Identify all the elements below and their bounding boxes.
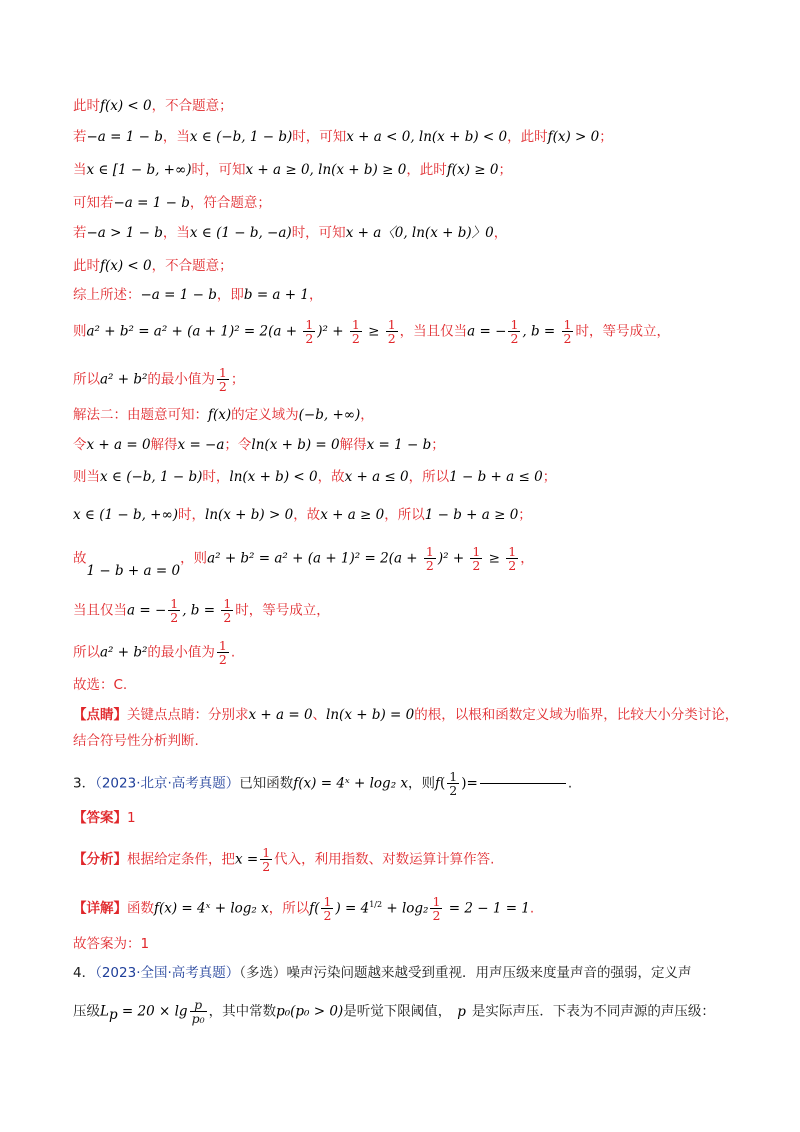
math: f(x) = 4ˣ + log₂ x [154, 900, 269, 917]
text: ，所以 [384, 507, 425, 523]
text: 根据给定条件，把 [127, 851, 235, 868]
math: f [435, 775, 441, 792]
numerator: 1 [563, 317, 572, 332]
text: 时，可知 [292, 129, 347, 145]
answer-blank[interactable] [480, 783, 566, 784]
denominator: 2 [387, 331, 396, 346]
text: ； [542, 469, 557, 485]
question-number: 3． [73, 775, 96, 792]
math: x + a < 0, ln(x + b) < 0 [346, 129, 508, 145]
denominator: 2 [508, 558, 517, 573]
text: ， [308, 287, 323, 303]
math: ≥ [363, 323, 384, 340]
text: ，此时 [406, 162, 447, 178]
text: 解法二：由题意可知： [73, 407, 208, 423]
text: ，不合题意； [151, 258, 233, 274]
detail-3 [73, 895, 760, 922]
math: b = a + 1 [243, 287, 309, 303]
solution-line-17 [73, 675, 760, 695]
denominator: 2 [510, 331, 519, 346]
math: f(x) = 4ˣ + log₂ x [293, 775, 409, 792]
solution-line-5 [73, 223, 760, 243]
numerator: 1 [387, 317, 396, 332]
math: −a = 1 − b [113, 195, 190, 211]
text: ， [360, 407, 374, 423]
math: (−b, +∞) [298, 407, 361, 423]
text: ； [431, 437, 445, 453]
solution-line-10 [73, 405, 760, 425]
text: ，故 [317, 469, 345, 485]
fraction [447, 770, 459, 797]
denominator: 2 [262, 859, 271, 874]
numerator: 1 [351, 317, 360, 332]
math: x + a ≥ 0 [320, 507, 385, 523]
solution-line-1 [73, 96, 760, 116]
numerator: 1 [218, 638, 227, 653]
text: 时，可知 [191, 162, 246, 178]
solution-line-12 [73, 467, 760, 487]
text: 是听觉下限阈值， [343, 1003, 452, 1020]
math: 1 − b + a ≤ 0 [449, 469, 543, 485]
text: （多选）噪声污染问题越来越受到重视．用声压级来度量声音的强弱，定义声 [239, 965, 692, 981]
math: f(x) < 0 [100, 258, 152, 274]
question-source: （2023·北京·高考真题） [95, 775, 240, 792]
text: 时，等号成立， [235, 602, 330, 619]
numerator: 1 [472, 544, 481, 559]
text: ； [230, 371, 245, 388]
math: , b = [522, 323, 560, 340]
text: 压级 [73, 1003, 100, 1020]
text: ，符合题意； [189, 195, 271, 211]
text: ，则 [408, 775, 436, 792]
math: x ∈ [1 − b, +∞) [86, 162, 192, 178]
text: 、 [312, 707, 327, 723]
paren-open: ( [440, 775, 446, 792]
text: 时，可知 [291, 225, 346, 241]
text: ，不合题意； [151, 98, 233, 114]
text: . [567, 775, 573, 792]
math: ln(x + b) < 0 [229, 469, 318, 485]
math: 1 − b + a = 0 [86, 562, 181, 579]
math: = 2 − 1 = 1 [444, 900, 530, 917]
numerator: 1 [170, 596, 179, 611]
numerator: 1 [262, 845, 271, 860]
fraction [386, 318, 398, 345]
math-subscript: p [108, 1007, 118, 1024]
text: 时， [178, 507, 205, 523]
text: 的定义域为 [231, 407, 299, 423]
text: ， [493, 225, 508, 241]
math: f(x) > 0 [547, 129, 600, 145]
fraction [303, 318, 315, 345]
fraction [321, 895, 333, 922]
math: a = − [127, 602, 167, 619]
math: L [100, 1003, 109, 1020]
numerator: 1 [223, 596, 232, 611]
fraction [168, 597, 180, 624]
denominator: p₀ [191, 1011, 205, 1026]
denominator: 2 [425, 558, 434, 573]
text: 的根，以根和函数定义域为临界，比较大小分类讨论， [414, 707, 739, 723]
math: x + a〈0, ln(x + b)〉0 [345, 225, 494, 241]
text: 若 [73, 225, 87, 241]
text: ，当 [162, 129, 190, 145]
text: ， [520, 550, 534, 567]
text: 所以 [73, 644, 100, 661]
text: 则 [73, 323, 87, 340]
solution-line-15 [73, 597, 760, 624]
question-number: 4． [73, 965, 96, 981]
math: a² + b² = a² + (a + 1)² = 2(a + [207, 550, 422, 567]
denominator: 2 [376, 900, 383, 909]
solution-line-11 [73, 435, 760, 455]
solution-line-16 [73, 639, 760, 666]
denominator: 2 [432, 908, 441, 923]
key-point-line-2 [73, 731, 760, 751]
text: 解得 [339, 437, 367, 453]
denominator: 2 [305, 331, 314, 346]
key-point-line [73, 705, 760, 725]
math: a² + b² = a² + (a + 1)² = 2(a + [86, 323, 302, 340]
fraction [350, 318, 362, 345]
math: ln(x + b) = 0 [251, 437, 340, 453]
text: 故答案为：1 [73, 936, 150, 952]
math: x ∈ (1 − b, +∞) [73, 507, 178, 523]
solution-line-4 [73, 193, 760, 213]
text: 则当 [73, 469, 100, 485]
math: x ∈ (−b, 1 − b) [100, 469, 203, 485]
answer-3 [73, 808, 760, 828]
math: f( [309, 900, 320, 917]
text: 关键点点睛：分别求 [127, 707, 249, 723]
math: x = −a [177, 437, 225, 453]
numerator: 1 [432, 894, 441, 909]
math: f(x) ≥ 0 [446, 162, 499, 178]
numerator: 1 [323, 894, 332, 909]
text: 结合符号性分析判断. [73, 733, 199, 749]
text: ，则 [180, 550, 208, 567]
solution-line-8 [73, 318, 760, 345]
solution-line-6 [73, 256, 760, 276]
denominator: 2 [472, 558, 481, 573]
numerator: 1 [449, 769, 458, 784]
text: 的最小值为 [147, 644, 215, 661]
numerator: 1 [425, 544, 434, 559]
text: 代入，利用指数、对数运算计算作答. [274, 851, 495, 868]
question-4-line-1 [73, 963, 760, 983]
solution-line-2 [73, 127, 760, 147]
question-4-line-2 [73, 998, 760, 1025]
denominator: 2 [223, 610, 232, 625]
final-answer-3 [73, 934, 760, 954]
numerator: 1 [510, 317, 519, 332]
question-3 [73, 770, 760, 797]
math: a² + b² [100, 371, 148, 388]
math: −a = 1 − b [140, 287, 217, 303]
analysis-3 [73, 846, 760, 873]
math: + log₂ [382, 900, 429, 917]
fraction [217, 639, 229, 666]
exponent-fraction: 1/2 [369, 900, 383, 909]
math: x ∈ (1 − b, −a) [189, 225, 292, 241]
text: 故选：C. [73, 677, 128, 693]
text: 若 [73, 129, 87, 145]
text: 令 [73, 437, 87, 453]
fraction [508, 318, 520, 345]
fraction [562, 318, 574, 345]
text: ； [599, 129, 613, 145]
numerator: 1 [218, 365, 227, 380]
text: 函数 [127, 900, 154, 917]
fraction [430, 895, 442, 922]
fraction [424, 545, 436, 572]
numerator: 1 [369, 900, 375, 909]
solution-line-13 [73, 505, 760, 525]
numerator: p [190, 998, 207, 1012]
math: a = − [467, 323, 507, 340]
answer-tag: 【答案】 [73, 810, 127, 826]
text: ，故 [293, 507, 321, 523]
text: 时， [202, 469, 230, 485]
math: x ∈ (−b, 1 − b) [189, 129, 293, 145]
math: ln(x + b) > 0 [205, 507, 294, 523]
math: x + a = 0 [248, 707, 313, 723]
text: ，所以 [268, 900, 310, 917]
text: ，即 [216, 287, 244, 303]
text: ；令 [224, 437, 252, 453]
math: a² + b² [100, 644, 148, 661]
numerator: 1 [508, 544, 517, 559]
math: = 20 × lg [117, 1003, 188, 1020]
denominator: 2 [449, 783, 458, 798]
text: 时，等号成立， [575, 323, 670, 340]
text: 已知函数 [239, 775, 294, 792]
math: 1 − b + a ≥ 0 [424, 507, 519, 523]
text: ，其中常数 [208, 1003, 277, 1020]
text: 故 [73, 550, 87, 567]
solution-line-9 [73, 366, 760, 393]
denominator: 2 [218, 379, 227, 394]
fraction [260, 846, 272, 873]
text: 当 [73, 162, 87, 178]
math: −a = 1 − b [86, 129, 163, 145]
paren-close: ) [461, 775, 467, 792]
key-point-tag: 【点睛】 [73, 707, 127, 723]
text: 此时 [73, 98, 100, 114]
denominator: 2 [563, 331, 572, 346]
math: )² + [437, 550, 469, 567]
text: 是实际声压．下表为不同声源的声压级： [471, 1003, 715, 1020]
text: 综上所述： [73, 287, 141, 303]
text: ，当且仅当 [399, 323, 468, 340]
text: 解得 [150, 437, 178, 453]
analysis-tag: 【分析】 [73, 851, 127, 868]
denominator: 2 [323, 908, 332, 923]
math: x + a ≥ 0, ln(x + b) ≥ 0 [245, 162, 407, 178]
denominator: 2 [351, 331, 360, 346]
answer-value: 1 [127, 810, 136, 826]
math: , b = [182, 602, 220, 619]
solution-line-7 [73, 285, 760, 305]
fraction [217, 366, 229, 393]
math: f(x) < 0 [100, 98, 152, 114]
text: . [529, 900, 535, 917]
math: p₀(p₀ > 0) [276, 1003, 344, 1020]
denominator: 2 [218, 652, 227, 667]
math: f(x) [208, 407, 232, 423]
text: 此时 [73, 258, 100, 274]
solution-line-3 [73, 160, 760, 180]
math: ln(x + b) = 0 [326, 707, 415, 723]
detail-tag: 【详解】 [73, 900, 127, 917]
math: x = [235, 851, 259, 868]
fraction [470, 545, 482, 572]
question-source: （2023·全国·高考真题） [95, 965, 240, 981]
math: x + a = 0 [86, 437, 151, 453]
text: ，此时 [507, 129, 548, 145]
denominator: 2 [170, 610, 179, 625]
text: = [466, 775, 478, 792]
text: ，当 [162, 225, 190, 241]
math: )² + [317, 323, 348, 340]
fraction [506, 545, 518, 572]
fraction [190, 998, 207, 1025]
text: ； [498, 162, 512, 178]
text: 可知若 [73, 195, 114, 211]
text: 当且仅当 [73, 602, 127, 619]
math: −a > 1 − b [86, 225, 163, 241]
text: ； [518, 507, 532, 523]
math: x = 1 − b [366, 437, 432, 453]
solution-line-14 [73, 544, 760, 579]
text: 的最小值为 [147, 371, 215, 388]
text: ，所以 [408, 469, 450, 485]
math: ≥ [484, 550, 505, 567]
math: x + a ≤ 0 [344, 469, 409, 485]
text: 所以 [73, 371, 100, 388]
fraction [221, 597, 233, 624]
text: . [230, 644, 236, 661]
numerator: 1 [305, 317, 314, 332]
math: p [457, 1003, 466, 1020]
math: ) = 4 [335, 900, 370, 917]
